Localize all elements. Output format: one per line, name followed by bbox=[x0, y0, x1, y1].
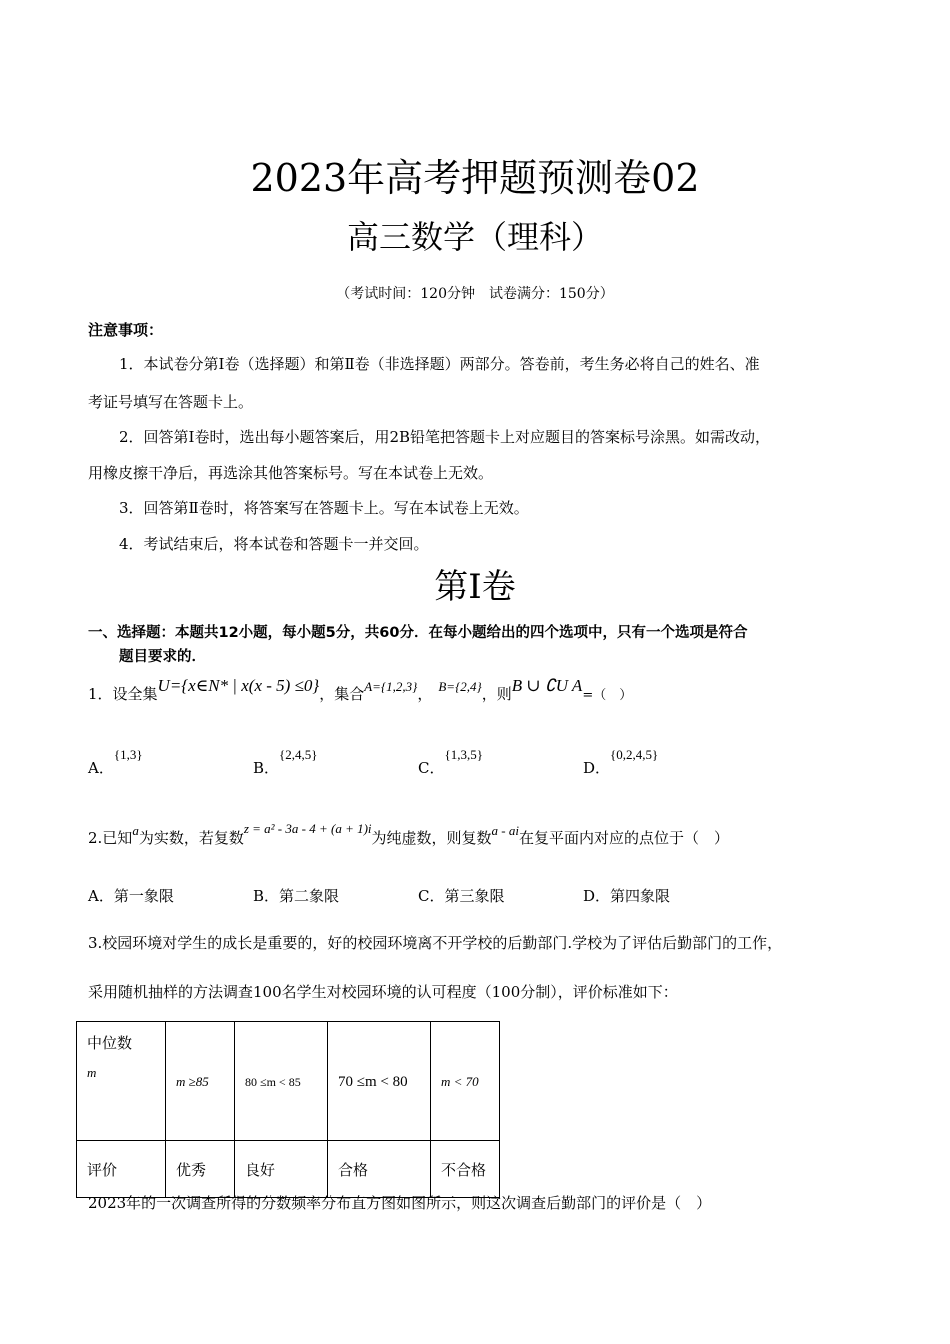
option-value: 第一象限 bbox=[113, 887, 174, 905]
option-label: C． bbox=[418, 759, 445, 777]
condition-fail: m < 70 bbox=[441, 1074, 479, 1089]
q1-mid1: ，集合 bbox=[319, 685, 365, 703]
q1-mid2: ，则 bbox=[481, 685, 512, 703]
part1-instruction-line-2: 题目要求的． bbox=[119, 649, 206, 665]
table-cell bbox=[431, 1022, 500, 1141]
option-label: B． bbox=[253, 887, 280, 905]
q2-var-a: a bbox=[132, 823, 139, 838]
q1-suffix: =（ ） bbox=[582, 688, 633, 703]
exam-info: （考试时间：120分钟 试卷满分：150分） bbox=[336, 286, 614, 302]
table-cell bbox=[328, 1022, 431, 1141]
exam-subject: 高三数学（理科） bbox=[346, 218, 603, 256]
q2-expression-w: a - ai bbox=[491, 823, 519, 838]
q1-option-a bbox=[88, 747, 143, 781]
option-value: {0,2,4,5} bbox=[610, 747, 659, 762]
q1-set-b: B={2,4} bbox=[438, 679, 482, 694]
q2-mid2: 为纯虚数，则复数 bbox=[371, 829, 492, 847]
q1-option-c bbox=[418, 747, 483, 781]
condition-pass: 70 ≤m < 80 bbox=[338, 1073, 408, 1090]
notice-item-2-line-2: 用橡皮擦干净后，再选涂其他答案标号。写在本试卷上无效。 bbox=[88, 464, 494, 482]
option-value: {1,3} bbox=[113, 747, 143, 762]
q2-option-d bbox=[583, 884, 670, 908]
q2-option-c bbox=[418, 884, 505, 908]
option-value: 第四象限 bbox=[610, 887, 671, 905]
q2-expression-z: z = a² - 3a - 4 + (a + 1)i bbox=[243, 821, 372, 836]
table-cell bbox=[77, 1141, 166, 1198]
option-value: 第二象限 bbox=[279, 887, 340, 905]
q2-prefix: 2.已知 bbox=[88, 829, 133, 847]
question-3-line-1: 3.校园环境对学生的成长是重要的，好的校园环境离不开学校的后勤部门.学校为了评估后勤部门的工作， bbox=[88, 934, 783, 952]
condition-good: 80 ≤m < 85 bbox=[245, 1075, 301, 1089]
table-row bbox=[77, 1141, 500, 1198]
option-label: A． bbox=[88, 759, 114, 777]
q2-option-b bbox=[253, 884, 339, 908]
option-label: B． bbox=[253, 759, 280, 777]
q1-set-a: A={1,2,3} bbox=[364, 679, 418, 694]
q1-expression: B ∪ ∁U A bbox=[511, 676, 583, 695]
notice-item-1-line-2: 考证号填写在答题卡上。 bbox=[88, 393, 254, 411]
option-value: {2,4,5} bbox=[279, 747, 318, 762]
option-label: D． bbox=[583, 887, 611, 905]
notice-item-1-line-1: 1．本试卷分第Ⅰ卷（选择题）和第Ⅱ卷（非选择题）两部分。答卷前，考生务必将自己的姓名、准 bbox=[119, 355, 760, 373]
q1-option-d bbox=[583, 747, 659, 781]
option-label: C． bbox=[418, 887, 445, 905]
question-3-line-2: 采用随机抽样的方法调查100名学生对校园环境的认可程度（100分制），评价标准如下： bbox=[88, 983, 678, 1001]
option-value: {1,3,5} bbox=[444, 747, 483, 762]
median-variable: m bbox=[87, 1065, 97, 1080]
part1-instruction-line-1: 一、选择题：本题共12小题，每小题5分，共60分．在每小题给出的四个选项中，只有一个选项是符合 bbox=[88, 625, 748, 641]
q1-comma: ， bbox=[417, 685, 433, 703]
grade-pass: 合格 bbox=[338, 1160, 369, 1179]
table-cell bbox=[328, 1141, 431, 1198]
table-cell bbox=[431, 1141, 500, 1198]
notice-heading: 注意事项： bbox=[88, 321, 164, 339]
notice-item-4: 4．考试结束后，将本试卷和答题卡一并交回。 bbox=[119, 535, 429, 553]
exam-title: 2023年高考押题预测卷02 bbox=[250, 156, 700, 200]
grade-fail: 不合格 bbox=[441, 1160, 487, 1179]
q1-option-b bbox=[253, 747, 318, 781]
q2-option-a bbox=[88, 884, 174, 908]
q1-prefix: 1．设全集 bbox=[88, 685, 158, 703]
table-cell bbox=[166, 1141, 235, 1198]
q2-suffix: 在复平面内对应的点位于（ ） bbox=[519, 829, 730, 847]
condition-excellent: m ≥85 bbox=[176, 1074, 209, 1089]
option-label: D． bbox=[583, 759, 611, 777]
option-label: A． bbox=[88, 887, 114, 905]
section-title: 第Ⅰ卷 bbox=[434, 567, 516, 607]
table-header-cell bbox=[77, 1022, 166, 1141]
q1-set-u: U={x∈N* | x(x - 5) ≤0} bbox=[157, 676, 320, 695]
question-2-stem bbox=[88, 821, 730, 851]
option-value: 第三象限 bbox=[444, 887, 505, 905]
evaluation-label: 评价 bbox=[87, 1160, 118, 1179]
table-cell bbox=[235, 1022, 328, 1141]
grading-criteria-table bbox=[76, 1021, 500, 1198]
question-1-stem bbox=[88, 676, 633, 708]
grade-good: 良好 bbox=[245, 1160, 276, 1179]
grade-excellent: 优秀 bbox=[176, 1160, 207, 1179]
median-label: 中位数 bbox=[87, 1034, 133, 1052]
table-cell bbox=[166, 1022, 235, 1141]
table-cell bbox=[235, 1141, 328, 1198]
notice-item-2-line-1: 2．回答第Ⅰ卷时，选出每小题答案后，用2B铅笔把答题卡上对应题目的答案标号涂黑。如需改动， bbox=[119, 428, 771, 446]
question-3-line-3: 2023年的一次调查所得的分数频率分布直方图如图所示，则这次调查后勤部门的评价是（ ） bbox=[88, 1194, 712, 1212]
table-row bbox=[77, 1022, 500, 1141]
q2-mid1: 为实数，若复数 bbox=[138, 829, 244, 847]
notice-item-3: 3．回答第Ⅱ卷时，将答案写在答题卡上。写在本试卷上无效。 bbox=[119, 499, 529, 517]
